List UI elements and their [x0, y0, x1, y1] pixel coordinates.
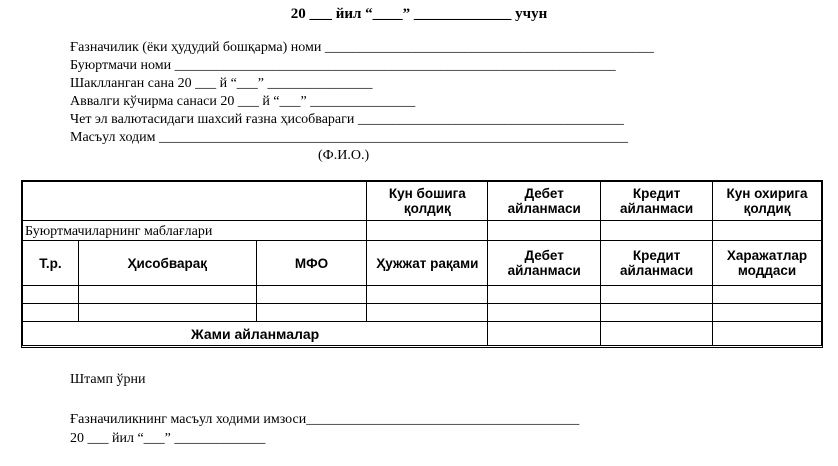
credit-header: Кредит айланмаси [601, 241, 713, 286]
table-cell[interactable] [713, 322, 822, 346]
row-number-header: Т.р. [23, 241, 79, 286]
table-cell[interactable] [601, 221, 713, 241]
table-cell[interactable] [78, 304, 256, 322]
total-label: Жами айланмалар [23, 322, 488, 346]
section-label: Буюртмачиларнинг маблағлари [23, 221, 367, 241]
table-cell[interactable] [488, 286, 601, 304]
signature-field[interactable]: Ғазначиликнинг масъул ходими имзоси_______________________________________ [70, 412, 580, 427]
previous-extract-date-field[interactable]: Аввалги кўчирма санаси 20 ___ й “___” _______________ [70, 94, 416, 109]
total-credit-cell[interactable] [601, 322, 713, 346]
total-row [23, 322, 822, 346]
table-cell[interactable] [713, 286, 822, 304]
debit-header: Дебет айланмаси [488, 241, 601, 286]
treasury-name-field[interactable]: Ғазначилик (ёки ҳудудий бошқарма) номи _______________________________________________ [70, 40, 654, 55]
closing-balance-header: Кун охирига қолдиқ [713, 182, 822, 221]
table-cell[interactable] [78, 286, 256, 304]
table-row [23, 304, 822, 322]
customer-name-field[interactable]: Буюртмачи номи _______________________________________________________________ [70, 58, 616, 73]
table-cell[interactable] [601, 304, 713, 322]
debit-turnover-header: Дебет айланмаси [488, 182, 601, 221]
opening-balance-header: Кун бошига қолдиқ [367, 182, 488, 221]
signature-date-field[interactable]: 20 ___ йил “___” _____________ [70, 431, 266, 446]
mfo-header: МФО [256, 241, 367, 286]
table-cell[interactable] [367, 304, 488, 322]
fio-label: (Ф.И.О.) [318, 148, 370, 163]
table-cell[interactable] [256, 304, 367, 322]
stamp-place-label: Штамп ўрни [70, 372, 146, 387]
total-debit-cell[interactable] [488, 322, 601, 346]
table-cell[interactable] [23, 304, 79, 322]
form-title: 20 ___ йил “____” _____________ учун [290, 6, 548, 22]
turnover-table [22, 181, 822, 346]
credit-turnover-header: Кредит айланмаси [601, 182, 713, 221]
blank-header-cell [23, 182, 367, 221]
foreign-currency-account-field[interactable]: Чет эл валютасидаги шахсий ғазна ҳисобвараги ______________________________________ [70, 112, 624, 127]
table-cell[interactable] [488, 304, 601, 322]
top-header-row [23, 182, 822, 221]
account-header: Ҳисобварақ [78, 241, 256, 286]
document-number-header: Ҳужжат рақами [367, 241, 488, 286]
table-cell[interactable] [713, 304, 822, 322]
sub-header-row [23, 241, 822, 286]
responsible-employee-field[interactable]: Масъул ходим ___________________________________________________________________ [70, 130, 629, 145]
table-cell[interactable] [367, 286, 488, 304]
formed-date-field[interactable]: Шаклланган сана 20 ___ й “___” _______________ [70, 76, 373, 91]
table-cell[interactable] [23, 286, 79, 304]
table-cell[interactable] [367, 221, 488, 241]
expense-items-header: Харажатлар моддаси [713, 241, 822, 286]
section-row [23, 221, 822, 241]
table-row [23, 286, 822, 304]
table-cell[interactable] [713, 221, 822, 241]
table-cell[interactable] [488, 221, 601, 241]
table-cell[interactable] [256, 286, 367, 304]
table-cell[interactable] [601, 286, 713, 304]
